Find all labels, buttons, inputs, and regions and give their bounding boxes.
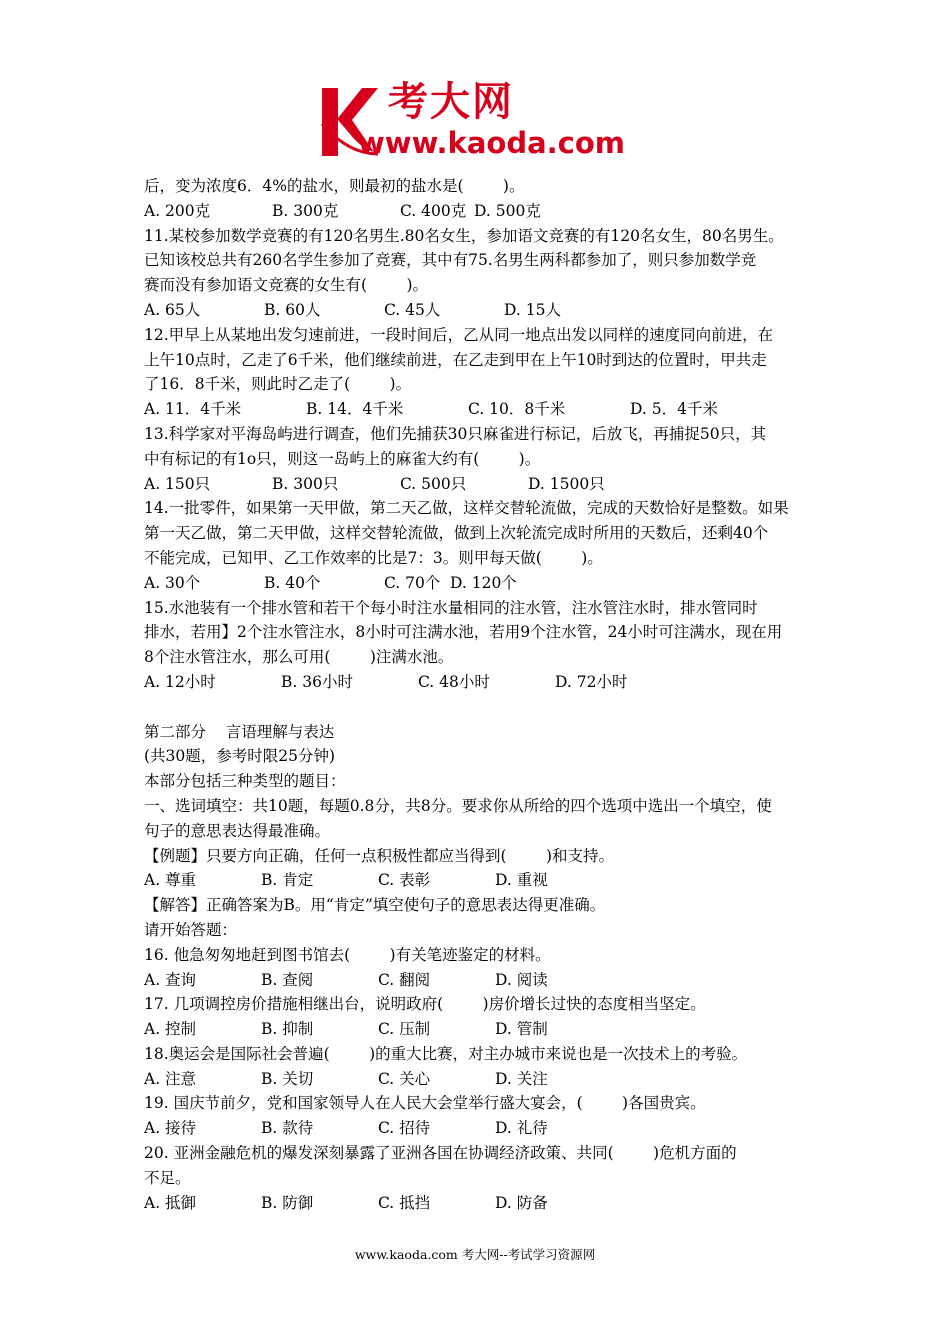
option-c: C. 关心 xyxy=(378,1069,431,1088)
option-c: C. 500只 xyxy=(400,474,467,493)
logo-chinese-name: 考大网 xyxy=(388,79,514,125)
option-b: B. 查阅 xyxy=(261,970,314,989)
option-b: B. 关切 xyxy=(261,1069,314,1088)
option-b: B. 40个 xyxy=(264,573,321,592)
text-line: 12.甲早上从某地出发匀速前进，一段时间后，乙从同一地点出发以同样的速度同向前进，在 xyxy=(144,325,774,344)
option-d: D. 120个 xyxy=(450,573,517,592)
text-line: (共30题，参考时限25分钟) xyxy=(144,747,336,766)
blank-line xyxy=(144,695,824,720)
answer-options xyxy=(144,670,824,695)
text-line: 后，变为浓度6．4%的盐水，则最初的盐水是( )。 xyxy=(144,177,525,195)
option-c: C. 压制 xyxy=(378,1020,431,1039)
text-line: 了16．8千米，则此时乙走了( )。 xyxy=(144,375,412,394)
text-line: 14.一批零件，如果第一天甲做，第二天乙做，这样交替轮流做，完成的天数恰好是整数。如果 xyxy=(144,499,789,518)
option-b: B. 14．4千米 xyxy=(306,400,404,419)
option-b: B. 60人 xyxy=(264,300,321,319)
text-line: 已知该校总共有260名学生参加了竞赛，其中有75.名男生两科都参加了，则只参加数学竞 xyxy=(144,251,757,270)
option-b: B. 防御 xyxy=(261,1193,314,1212)
text-line: 18.奥运会是国际社会普遍( )的重大比赛，对主办城市来说也是一次技术上的考验。 xyxy=(144,1044,748,1063)
option-d: D. 5．4千米 xyxy=(630,400,718,419)
text-line: 第二部分 言语理解与表达 xyxy=(144,722,335,741)
option-a: A. 注意 xyxy=(144,1069,197,1088)
answer-options xyxy=(144,1191,824,1216)
option-d: D. 礼待 xyxy=(495,1119,548,1138)
option-c: C. 招待 xyxy=(378,1119,431,1138)
option-c: C. 表彰 xyxy=(378,871,431,890)
text-line: 16. 他急匆匆地赶到图书馆去( )有关笔迹鉴定的材料。 xyxy=(144,945,551,964)
option-c: C. 400克 xyxy=(400,201,467,220)
option-a: A. 11．4千米 xyxy=(144,400,242,419)
answer-options xyxy=(144,1017,824,1042)
answer-options xyxy=(144,1067,824,1092)
answer-options xyxy=(144,397,824,422)
answer-options xyxy=(144,298,824,323)
text-line: 赛而没有参加语文竞赛的女生有( )。 xyxy=(144,276,429,295)
option-b: B. 300只 xyxy=(272,474,339,493)
text-line: 不能完成，已知甲、乙工作效率的比是7：3。则甲每天做( )。 xyxy=(144,548,603,567)
text-line: 15.水池装有一个排水管和若干个每小时注水量相同的注水管，注水管注水时，排水管同时 xyxy=(144,598,758,617)
page-footer: www.kaoda.com 考大网--考试学习资源网 xyxy=(354,1247,596,1262)
text-line: 不足。 xyxy=(144,1168,191,1187)
option-a: A. 抵御 xyxy=(144,1193,197,1212)
option-d: D. 1500只 xyxy=(528,474,605,493)
option-d: D. 重视 xyxy=(495,871,548,890)
text-line: 【例题】只要方向正确，任何一点积极性都应当得到( )和支持。 xyxy=(144,846,615,865)
option-d: D. 阅读 xyxy=(495,970,548,989)
text-line: 一、选词填空：共10题，每题0.8分，共8分。要求你从所给的四个选项中选出一个填空，使 xyxy=(144,796,772,815)
logo-url: www.kaoda.com xyxy=(358,126,625,160)
option-c: C. 48小时 xyxy=(418,672,490,691)
answer-options xyxy=(144,1116,824,1141)
option-d: D. 防备 xyxy=(495,1193,548,1212)
option-a: A. 12小时 xyxy=(144,672,216,691)
option-d: D. 15人 xyxy=(504,300,561,319)
option-b: B. 款待 xyxy=(261,1119,314,1138)
text-line: 13.科学家对平海岛屿进行调查，他们先捕获30只麻雀进行标记，后放飞，再捕捉50只，其 xyxy=(144,424,767,443)
text-line: 20. 亚洲金融危机的爆发深刻暴露了亚洲各国在协调经济政策、共同( )危机方面的 xyxy=(144,1144,737,1163)
text-line: 【解答】正确答案为B。用“肯定”填空使句子的意思表达得更准确。 xyxy=(144,896,606,915)
option-a: A. 65人 xyxy=(144,300,201,319)
kaoda-logo xyxy=(318,78,648,162)
option-a: A. 30个 xyxy=(144,573,201,592)
option-c: C. 翻阅 xyxy=(378,970,431,989)
text-line: 中有标记的有1o只，则这一岛屿上的麻雀大约有( )。 xyxy=(144,449,541,468)
text-line: 排水，若用】2个注水管注水，8小时可注满水池，若用9个注水管，24小时可注满水，现在用 xyxy=(144,623,783,642)
text-line: 17. 几项调控房价措施相继出台，说明政府( )房价增长过快的态度相当坚定。 xyxy=(144,995,706,1014)
text-line: 本部分包括三种类型的题目： xyxy=(144,772,346,791)
option-d: D. 500克 xyxy=(474,201,541,220)
option-d: D. 关注 xyxy=(495,1069,548,1088)
option-b: B. 300克 xyxy=(272,201,339,220)
answer-options xyxy=(144,199,824,224)
option-b: B. 36小时 xyxy=(281,672,353,691)
answer-options xyxy=(144,472,824,497)
option-a: A. 150只 xyxy=(144,474,211,493)
text-line: 第一天乙做，第二天甲做，这样交替轮流做，做到上次轮流完成时所用的天数后，还剩40个 xyxy=(144,524,769,543)
option-b: B. 肯定 xyxy=(261,871,314,890)
option-b: B. 抑制 xyxy=(261,1020,314,1039)
option-c: C. 45人 xyxy=(384,300,441,319)
option-d: D. 管制 xyxy=(495,1020,548,1039)
text-line: 上午10点时，乙走了6千米，他们继续前进，在乙走到甲在上午10时到达的位置时，甲共走 xyxy=(144,350,767,369)
option-c: C. 10．8千米 xyxy=(468,400,566,419)
text-line: 句子的意思表达得最准确。 xyxy=(144,821,331,840)
option-c: C. 70个 xyxy=(384,573,441,592)
option-c: C. 抵挡 xyxy=(378,1193,431,1212)
answer-options xyxy=(144,868,824,893)
answer-options xyxy=(144,968,824,993)
answer-options xyxy=(144,571,824,596)
document-body xyxy=(144,174,824,1215)
text-line: 19. 国庆节前夕，党和国家领导人在人民大会堂举行盛大宴会，( )各国贵宾。 xyxy=(144,1094,706,1113)
option-a: A. 查询 xyxy=(144,970,197,989)
option-a: A. 尊重 xyxy=(144,871,197,890)
option-d: D. 72小时 xyxy=(555,672,628,691)
text-line: 8个注水管注水，那么可用( )注满水池。 xyxy=(144,648,454,667)
text-line: 11.某校参加数学竞赛的有120名男生.80名女生，参加语文竞赛的有120名女生，80名男生。 xyxy=(144,226,784,245)
text-line: 请开始答题： xyxy=(144,920,238,939)
option-a: A. 200克 xyxy=(144,201,211,220)
option-a: A. 接待 xyxy=(144,1119,197,1138)
option-a: A. 控制 xyxy=(144,1020,197,1039)
